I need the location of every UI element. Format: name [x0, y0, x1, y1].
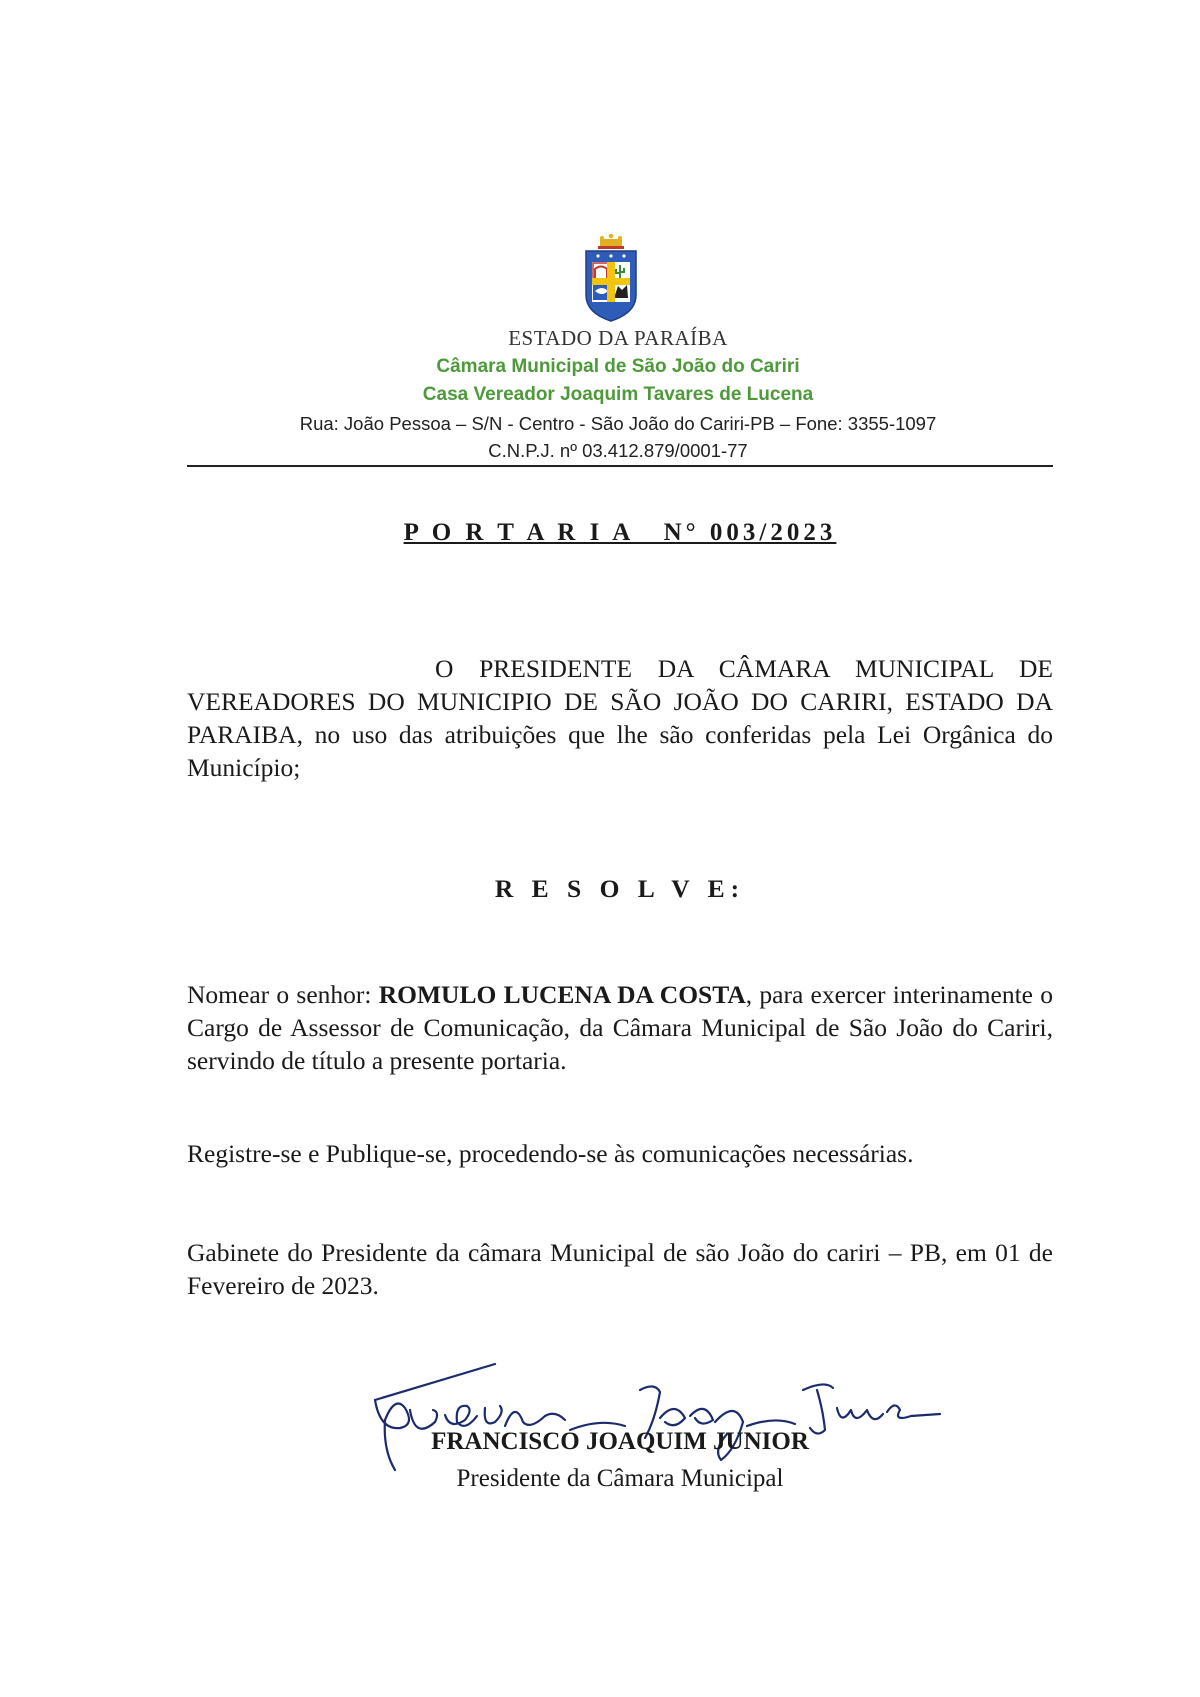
preamble-rest: VEREADORES DO MUNICIPIO DE SÃO JOÃO DO CARIRI, ESTADO DA PARAIBA, no uso das atribuições que lhe são conferidas pela Lei Orgânica do Município;: [187, 687, 1053, 782]
signatory-name: FRANCISCO JOAQUIM JUNIOR: [431, 1428, 809, 1455]
nomination-prefix: Nomear o senhor:: [187, 980, 372, 1009]
preamble-first-line: O PRESIDENTE DA CÂMARA MUNICIPAL DE: [435, 654, 1053, 683]
header-state: ESTADO DA PARAÍBA: [508, 326, 728, 350]
header-house-name: Casa Vereador Joaquim Tavares de Lucena: [422, 384, 814, 405]
signatory-role: Presidente da Câmara Municipal: [456, 1465, 784, 1492]
closing-paragraph: Gabinete do Presidente da câmara Municipal de são João do cariri – PB, em 01 de Fevereiro de 2023.: [187, 1238, 1053, 1300]
header-cnpj: C.N.P.J. nº 03.412.879/0001-77: [488, 440, 748, 461]
header-divider: [187, 465, 1053, 467]
nominee-name: ROMULO LUCENA DA COSTA: [378, 980, 746, 1009]
coat-of-arms-emblem: [578, 233, 644, 323]
header-chamber-name: Câmara Municipal de São João do Cariri: [436, 356, 800, 377]
resolve-heading: R E S O L V E:: [494, 874, 746, 903]
document-title: P O R T A R I A N° 003/2023: [403, 519, 837, 546]
register-paragraph: Registre-se e Publique-se, procedendo-se às comunicações necessárias.: [187, 1139, 914, 1168]
nomination-paragraph: [187, 978, 1053, 1077]
nomination-suffix: , para exercer interinamente o Cargo de Assessor de Comunicação, da Câmara Municipal de São João do Cariri, servindo de título a presente portaria.: [187, 980, 1054, 1075]
handwritten-signature: [355, 1330, 945, 1485]
header-address: Rua: João Pessoa – S/N - Centro - São João do Cariri-PB – Fone: 3355-1097: [299, 413, 937, 434]
preamble: [187, 652, 1053, 784]
